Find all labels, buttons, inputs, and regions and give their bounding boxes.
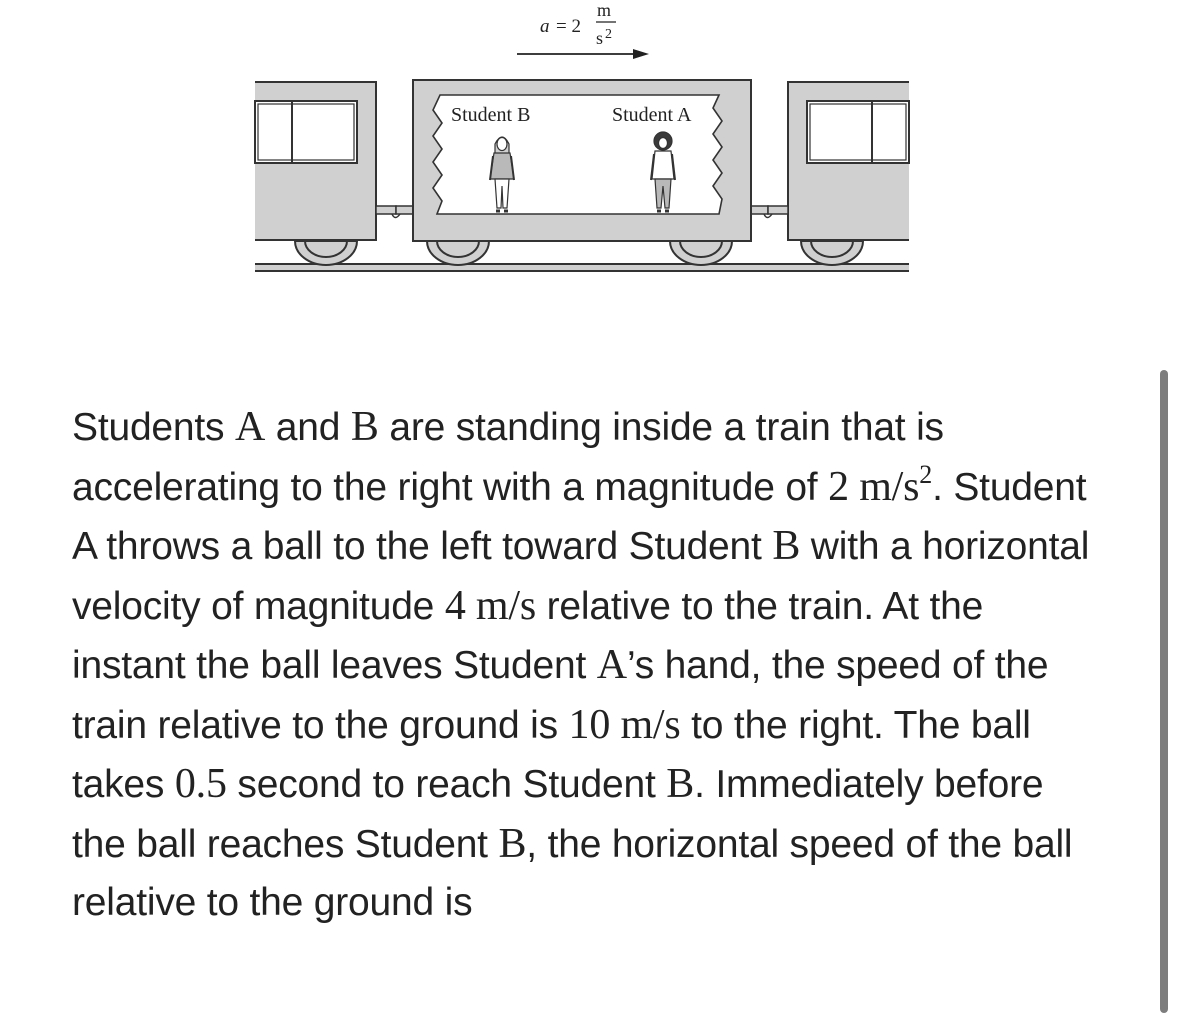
q-text-8: to the right. The ball takes bbox=[72, 703, 1031, 806]
left-car bbox=[255, 82, 376, 240]
question-text bbox=[72, 398, 1092, 933]
q-text-4: . Student A throws a ball to the left toward Student bbox=[72, 465, 1087, 568]
q-text-6: relative to the train. At the instant the ball leaves Student bbox=[72, 584, 984, 687]
q-text-3: are standing inside a train that is accelerating to the right with a magnitude of bbox=[72, 406, 944, 509]
q-text-2: and bbox=[265, 406, 351, 449]
q-math-time: 0.5 bbox=[174, 761, 227, 807]
student-a-label: Student A bbox=[612, 104, 692, 126]
q-text-1: Students bbox=[72, 406, 235, 449]
coupler-left bbox=[376, 206, 413, 218]
accel-equals-value: = 2 bbox=[556, 16, 581, 37]
q-math-student-b-2: B bbox=[772, 523, 801, 569]
q-text-7: ’s hand, the speed of the train relative to the ground is bbox=[72, 644, 1049, 747]
left-car-window bbox=[255, 101, 357, 163]
coupler-right bbox=[751, 206, 788, 218]
q-math-student-b-3: B bbox=[666, 761, 695, 807]
student-b-label: Student B bbox=[451, 104, 531, 126]
accel-symbol: a bbox=[540, 16, 550, 37]
q-math-student-b: B bbox=[350, 404, 379, 450]
q-math-acceleration bbox=[828, 459, 933, 510]
train-diagram bbox=[0, 0, 1179, 330]
accel-unit-denominator: s bbox=[596, 28, 604, 48]
q-text-11: , the horizontal speed of the ball relative to the ground is bbox=[72, 822, 1073, 924]
q-math-train-speed: 10 m/s bbox=[568, 701, 681, 748]
q-math-ball-velocity: 4 m/s bbox=[444, 582, 536, 629]
acceleration-arrow bbox=[517, 49, 649, 59]
q-math-acceleration-exponent: 2 bbox=[919, 459, 933, 489]
right-car-window bbox=[807, 101, 909, 163]
q-text-10: . Immediately before the ball reaches Student bbox=[72, 763, 1044, 866]
wheels bbox=[295, 241, 863, 265]
right-car bbox=[788, 82, 909, 240]
q-text-5: with a horizontal velocity of magnitude bbox=[72, 525, 1090, 628]
accel-unit-numerator: m bbox=[597, 0, 612, 20]
scrollbar-thumb[interactable] bbox=[1160, 370, 1168, 1013]
q-math-student-b-4: B bbox=[498, 820, 527, 867]
q-text-9: second to reach Student bbox=[226, 763, 667, 806]
q-math-acceleration-value: 2 m/s bbox=[828, 463, 920, 510]
q-math-student-a: A bbox=[234, 404, 266, 450]
accel-unit-exponent: 2 bbox=[605, 27, 612, 42]
q-math-student-a-2: A bbox=[596, 642, 627, 688]
rail bbox=[255, 264, 909, 271]
